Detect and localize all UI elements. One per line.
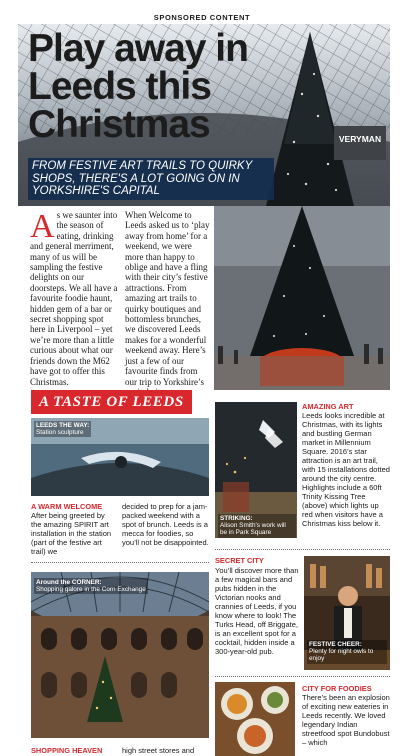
page-title: Play away in Leeds this Christmas [28,27,248,146]
food-graphic [215,682,295,756]
secret-city-heading: SECRET CITY [215,556,264,565]
tree-photo-graphic [214,206,390,390]
tree-photo [214,206,390,390]
taste-of-leeds-banner: A TASTE OF LEEDS [31,390,192,414]
station-photo [31,418,209,496]
drop-cap: A [30,208,55,245]
secret-city-text: You’ll discover more than a few magical bars and pubs hidden in the Victorian nooks and crannies of Leeds, if you know where to look! The Turks Head, off Briggate, is an excellent spot for a cocktail, hidden inside a 300-year-old pub. [215,566,299,656]
station-caption [34,421,91,437]
shopping-heaven-heading: SHOPPING HEAVEN [31,746,103,755]
intro-column-1 [30,210,120,387]
food-photo [215,682,295,756]
corn-exchange-photo [31,572,209,738]
intro-text-2: When Welcome to Leeds asked us to ‘play away from home’ for a weekend, we were more than happy to oblige and have a fling with their city’s festive attractions. From amazing art trails to quirky boutiques and bottomless brunches, we discovered Leeds makes for a wonderful weekend away. Here’s just a few of our favourite finds from our trip to Yorkshire’s [125,210,210,387]
divider [31,562,209,563]
bartender-caption-text: Plenty for night owls to enjoy [309,648,374,663]
corn-exchange-caption-lead: Around the CORNER: [36,579,102,586]
striking-photo [215,402,297,538]
striking-caption-text: Alison Smith's work will be in Park Square [220,522,286,537]
warm-welcome-text-2: decided to prep for a jam-packed weekend with a spot of brunch. Leeds is a mecca for foodies, so you’ll not be disappointed. [122,502,209,547]
striking-caption [218,514,296,538]
warm-welcome-text-1: After being greeted by the amazing SPIRIT art installation in the station (part of the festive art trail) we [31,511,112,556]
city-foodies-text: There’s been an explosion of exciting new eateries in Leeds recently. We loved legendary Indian streetfood spot Bundobust – which [302,693,390,747]
amazing-art-heading: AMAZING ART [302,402,354,411]
corn-exchange-graphic [31,572,209,738]
warm-welcome-heading: A WARM WELCOME [31,502,103,511]
shopping-heaven-text: high street stores and [122,746,195,755]
divider [215,549,390,550]
page-subtitle: FROM FESTIVE ART TRAILS TO QUIRKY SHOPS, THERE'S A LOT GOING ON IN YORKSHIRE'S CAPITAL [28,158,274,200]
bartender-caption-lead: FESTIVE CHEER: [309,641,362,648]
city-foodies-heading: CITY FOR FOODIES [302,684,372,693]
bartender-photo [304,556,390,670]
hero-photo [18,24,390,206]
shop-sign: VERYMAN [334,126,386,160]
bartender-caption [307,640,387,664]
intro-column-2 [125,210,211,397]
intro-text-1: s we saunter into the season of eating, drinking and general merriment, many of us will be sampling the festive delights on our doorsteps. We all have a favourite foodie haunt, hidden gem of a bar or secret shopping spot here in Liverpool – yet we’re more than a little curious about what our friends down the M62 have got to offer this Christmas. [30,210,118,387]
corn-exchange-caption [34,578,148,594]
divider [215,676,390,677]
station-caption-text: Station sculpture [36,429,84,437]
striking-caption-lead: STRIKING: [220,515,253,522]
amazing-art-text: Leeds looks incredible at Christmas, with its lights and bustling German market in Millennium Square. 2016’s star attraction is an art trail, with 15 installations dotted around the city centre. Highlights include a 60ft Trinity Kissing Tree (above) which lights up red when visitors have a Christmas kiss below it. [302,411,390,528]
sponsored-kicker: SPONSORED CONTENT [153,13,251,22]
station-caption-lead: LEEDS THE WAY: [36,422,90,429]
corn-exchange-caption-text: Shopping galore in the Corn Exchange [36,586,146,594]
